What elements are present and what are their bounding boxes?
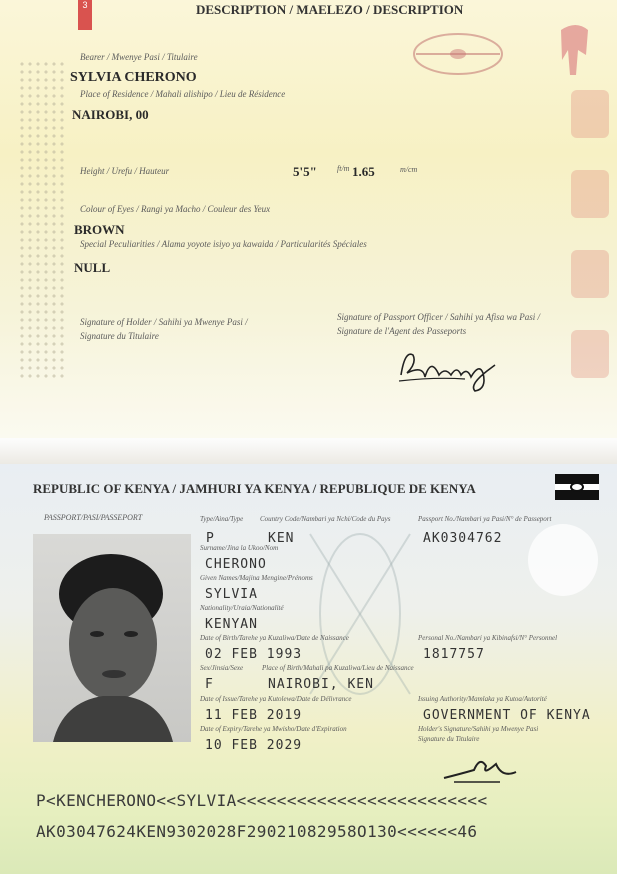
issue-date-label: Date of Issue/Tarehe ya Kutolewa/Date de Délivrance [200, 695, 352, 703]
country-header: REPUBLIC OF KENYA / JAMHURI YA KENYA / REPUBLIQUE DE KENYA [33, 481, 476, 496]
residence-value: NAIROBI, 00 [72, 107, 149, 122]
surname-value: CHERONO [205, 557, 267, 572]
sex-value: F [205, 677, 214, 692]
sex-label: Sex/Jinsia/Sexe [200, 664, 244, 672]
nationality-value: KENYAN [205, 617, 258, 632]
holder-signature-label-fr: Signature du Titulaire [418, 735, 480, 743]
data-page [0, 464, 617, 874]
height-separator: ft/m [337, 164, 350, 173]
eyes-label: Colour of Eyes / Rangi ya Macho / Couleur des Yeux [80, 204, 271, 214]
issue-date-value: 11 FEB 2019 [205, 708, 303, 723]
holder-signature-label: Signature of Holder / Sahihi ya Mwenye Pasi / [80, 317, 248, 327]
animal-watermark-icon [571, 90, 609, 138]
type-value: P [206, 531, 215, 546]
eyes-value: BROWN [74, 222, 125, 237]
animal-watermark-icon [571, 330, 609, 378]
given-names-value: SYLVIA [205, 587, 258, 602]
page-fold [0, 438, 617, 464]
mrz-line-1: P<KENCHERONO<<SYLVIA<<<<<<<<<<<<<<<<<<<<<<<<< [36, 791, 488, 810]
passport-label: PASSPORT/PASI/PASSEPORT [44, 513, 143, 522]
page-number-tab: 3 [78, 0, 92, 30]
holder-signature [440, 752, 522, 786]
nationality-label: Nationality/Uraia/Nationalité [200, 604, 284, 612]
passport-number-value: AK0304762 [423, 531, 503, 546]
mrz-line-2: AK03047624KEN9302028F29021082958O130<<<<<<46 [36, 822, 478, 841]
issuing-authority-value: GOVERNMENT OF KENYA [423, 708, 591, 723]
given-names-label: Given Names/Majina Mengine/Prénoms [200, 574, 313, 582]
officer-signature [395, 345, 505, 397]
perforated-number [18, 60, 66, 380]
lion-watermark-icon [556, 20, 596, 80]
holder-signature-label: Holder's Signature/Sahihi ya Mwenye Pasi [418, 725, 539, 733]
shield-emblem [410, 28, 506, 80]
dob-label: Date of Birth/Tarehe ya Kuzaliwa/Date de Naissance [200, 634, 349, 642]
holder-signature-label-fr: Signature du Titulaire [80, 331, 159, 341]
expiry-date-label: Date of Expiry/Tarehe ya Mwisho/Date d'Expiration [200, 725, 347, 733]
country-code-value: KEN [268, 531, 295, 546]
animal-watermark-icon [571, 170, 609, 218]
height-unit: m/cm [400, 165, 418, 174]
personal-number-value: 1817757 [423, 647, 485, 662]
height-meters: 1.65 [352, 164, 375, 179]
height-label: Height / Urefu / Hauteur [80, 166, 170, 176]
issuing-authority-label: Issuing Authority/Mamlaka ya Kutoa/Autorité [418, 695, 547, 703]
kenya-flag-icon [555, 474, 599, 500]
page-header: DESCRIPTION / MAELEZO / DESCRIPTION [196, 2, 464, 17]
holder-photo [33, 534, 191, 742]
place-of-birth-value: NAIROBI, KEN [268, 677, 374, 692]
type-label: Type/Aina/Type [200, 515, 244, 523]
bearer-label: Bearer / Mwenye Pasi / Titulaire [80, 52, 198, 62]
officer-signature-label-fr: Signature de l'Agent des Passeports [337, 326, 467, 336]
passport-number-label: Passport No./Nambari ya Pasi/N° de Passeport [418, 515, 552, 523]
place-of-birth-label: Place of Birth/Mahali pa Kuzaliwa/Lieu de Naissance [262, 664, 414, 672]
personal-number-label: Personal No./Nambari ya Kibinafsi/N° Personnel [418, 634, 558, 642]
peculiarities-label: Special Peculiarities / Alama yoyote isiyo ya kawaida / Particularités Spéciales [80, 239, 367, 249]
height-feet: 5'5" [293, 164, 317, 179]
residence-label: Place of Residence / Mahali alishipo / Lieu de Résidence [80, 89, 286, 99]
animal-watermark-icon [571, 250, 609, 298]
bearer-name: SYLVIA CHERONO [70, 70, 197, 85]
ghost-image [528, 524, 598, 596]
dob-value: 02 FEB 1993 [205, 647, 303, 662]
country-code-label: Country Code/Nambari ya Nchi/Code du Pays [260, 515, 391, 523]
expiry-date-value: 10 FEB 2029 [205, 738, 303, 753]
peculiarities-value: NULL [74, 260, 111, 275]
surname-label: Surname/Jina la Ukoo/Nom [200, 544, 279, 552]
officer-signature-label: Signature of Passport Officer / Sahihi ya Afisa wa Pasi / [337, 312, 541, 322]
